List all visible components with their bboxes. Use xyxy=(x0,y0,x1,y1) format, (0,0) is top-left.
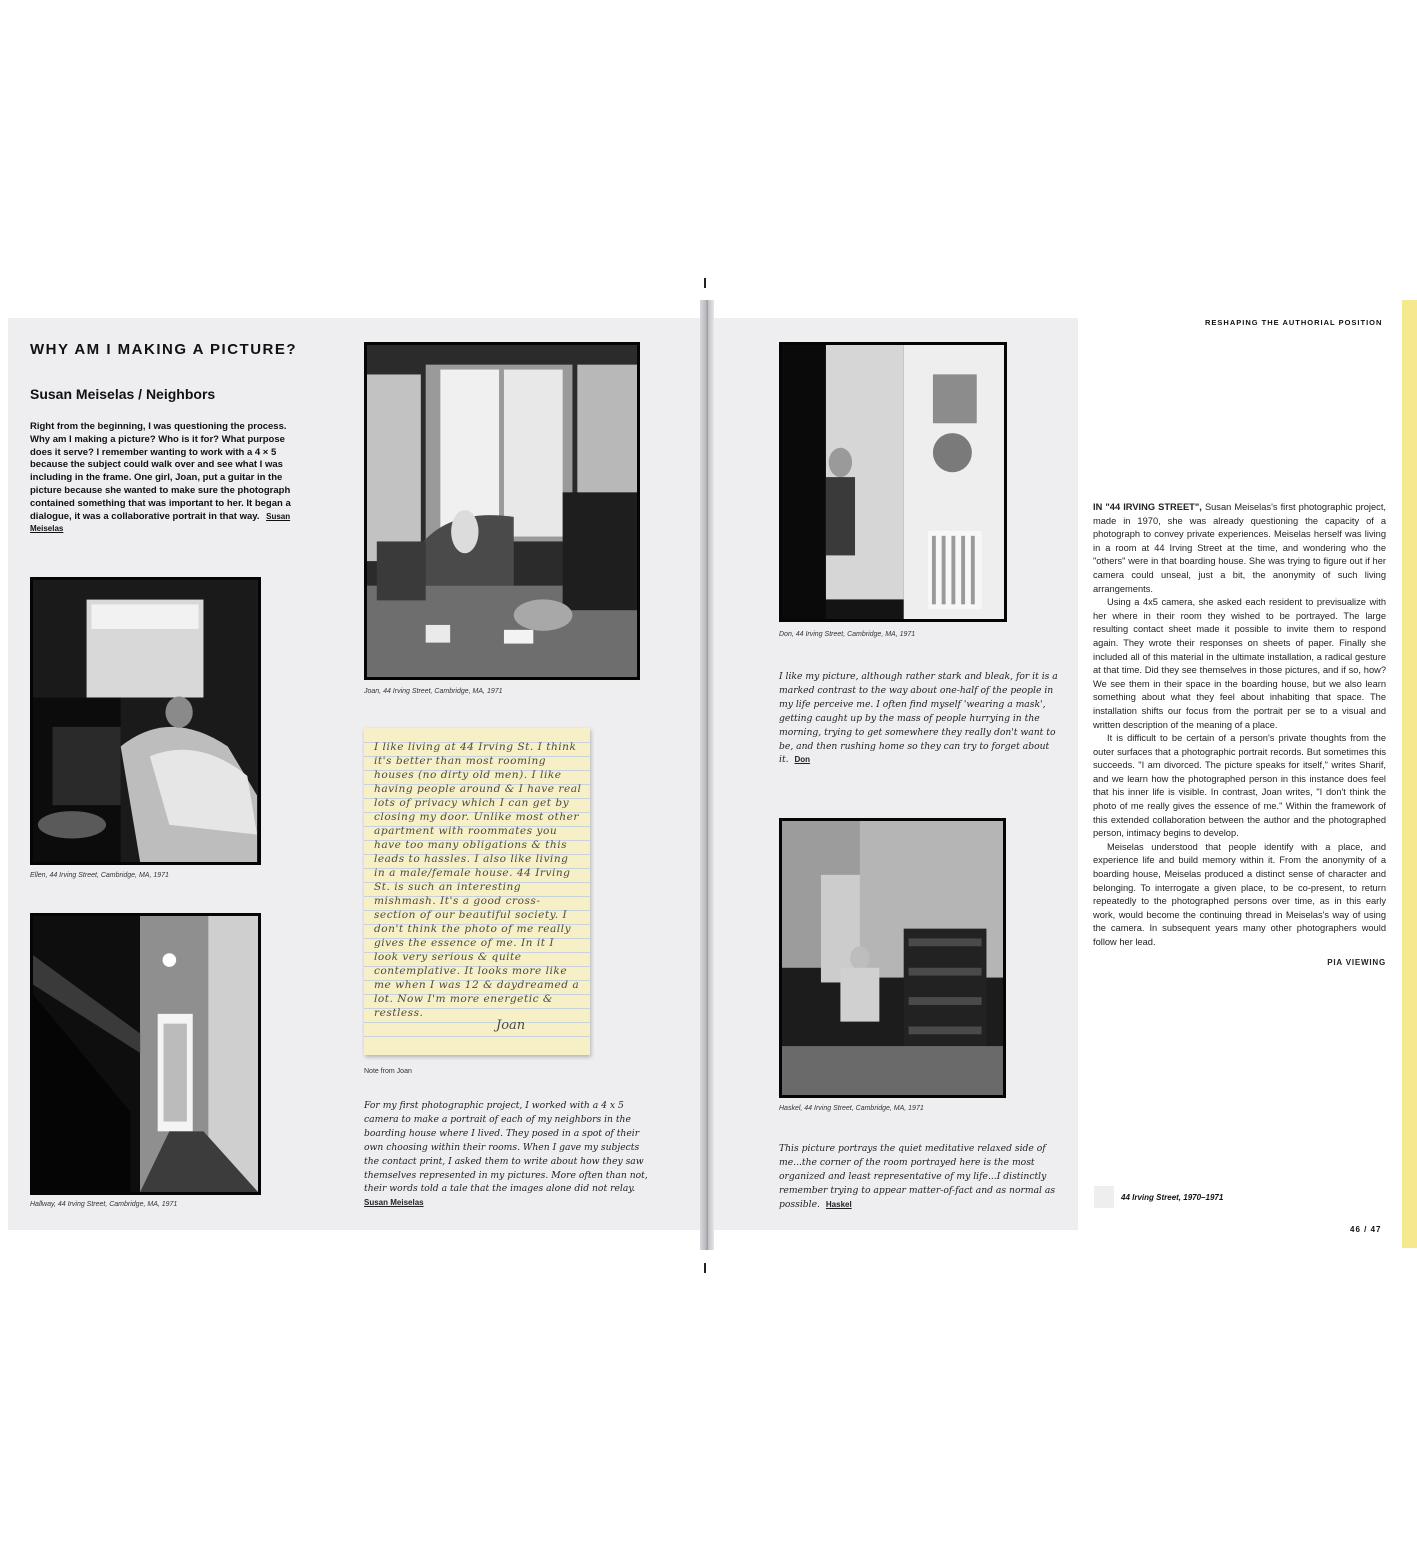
caption-joan: Joan, 44 Irving Street, Cambridge, MA, 1971 xyxy=(364,688,503,695)
photo-ellen xyxy=(30,577,261,865)
haskel-quote-signature: Haskel xyxy=(825,1199,852,1209)
caption-hallway: Hallway, 44 Irving Street, Cambridge, MA, 1971 xyxy=(30,1201,178,1208)
photo-haskel xyxy=(779,818,1006,1098)
book-gutter xyxy=(700,300,714,1250)
caption-don: Don, 44 Irving Street, Cambridge, MA, 1971 xyxy=(779,631,916,638)
essay-paragraph-2: Using a 4x5 camera, she asked each resident to previsualize with her where in their room they wished to be portrayed. The large resulting contact sheet made it possible to invite them to respond again. They wrote their responses on sheets of paper. Finally she included all of this material in the ultimate installation, a radical gesture at that time. Did they see themselves in those pictures, and if so, how? We see them in their space in the boarding house, but we also learn something about what they feel about inhabiting that space. The installation shifts our focus from the portrait per se to a visual and written description of the meaning of a place. xyxy=(1093,597,1386,730)
meiselas-quote-signature: Susan Meiselas xyxy=(364,1198,424,1208)
handwritten-note xyxy=(364,728,590,1055)
intro-text: Right from the beginning, I was questioning the process. Why am I making a picture? Who is it for? What purpose does it serve? I remember wanting to work with a 4 × 5 because the subject could walk over and see what I was including in the frame. One girl, Joan, put a guitar in the picture because she wanted to make sure the photograph contained something that was important to her. It began a dialogue, it was a collaborative portrait in that way. xyxy=(30,421,291,522)
photo-joan xyxy=(364,342,640,680)
page-numbers: 46 / 47 xyxy=(1350,1225,1382,1234)
section-swatch xyxy=(1094,1186,1114,1208)
photo-hallway xyxy=(30,913,261,1195)
essay-paragraph-4: Meiselas understood that people identify with a place, and experience life and build memory within it. From the anonymity of a boarding house, Meiselas produced a distinct sense of character and belonging. To interrogate a given place, to be co-present, to return repeatedly to the photographed persons over time, as in this early work, would become the continuing thread in Meiselas's way of using the camera. In subsequent years many other photographers would follow her lead. xyxy=(1093,841,1386,947)
don-quote-signature: Don xyxy=(794,755,811,765)
page-edge-strip xyxy=(1402,300,1417,1248)
section-label: 44 Irving Street, 1970–1971 xyxy=(1121,1193,1224,1202)
page-heading: WHY AM I MAKING A PICTURE? xyxy=(30,341,298,358)
caption-ellen: Ellen, 44 Irving Street, Cambridge, MA, 1971 xyxy=(30,872,169,879)
meiselas-quote xyxy=(364,1099,648,1210)
caption-haskel: Haskel, 44 Irving Street, Cambridge, MA, 1971 xyxy=(779,1105,924,1112)
intro-paragraph xyxy=(30,421,308,536)
don-quote-text: I like my picture, although rather stark and bleak, for it is a marked contrast to the way about one-half of the people in my life perceive me. I often find myself 'wearing a mask', getting caught up by the mass of people hurrying in the morning, trying to get somewhere they really don't want to be, and then rushing home so they can try to forget about it. xyxy=(779,671,1058,766)
photo-don xyxy=(779,342,1007,622)
essay-author: PIA VIEWING xyxy=(1327,957,1386,967)
meiselas-quote-text: For my first photographic project, I worked with a 4 x 5 camera to make a portrait of each of my neighbors in the boarding house where I lived. They posed in a spot of their own choosing within their rooms. When I gave my subjects the contact print, I asked them to write about how they saw themselves represented in my pictures. More often than not, their words told a tale that the images alone did not relay. xyxy=(364,1100,648,1195)
spine-mark-bottom xyxy=(704,1263,706,1273)
don-quote xyxy=(779,670,1061,767)
essay-lead: IN "44 IRVING STREET", xyxy=(1093,502,1202,512)
essay xyxy=(1093,501,1386,969)
essay-paragraph-1-text: Susan Meiselas's first photographic project, made in 1970, she was already questioning the capacity of a photograph to convey private experiences. Meiselas herself was living in a room at 44 Irving Street at the time, and wondering who the "others" were in that boarding house. She was trying to figure out if her camera could unseal, just a bit, the anonymity of such living arrangements. xyxy=(1093,502,1386,594)
haskel-quote xyxy=(779,1142,1061,1212)
note-signature: Joan xyxy=(496,1018,526,1033)
note-handwriting: I like living at 44 Irving St. I think it's better than most rooming houses (no dirty old men). I like having people around & I have real lots of privacy which I can get by closing my door. Unlike most other apartment with roommates you have too many obligations & this leads to hassles. I also like living in a male/female house. 44 Irving St. is such an interesting mishmash. It's a good cross-section of our beautiful society. I don't think the photo of me really gives the essence of me. In it I look very serious & quite contemplative. It looks more like me when I was 12 & daydreamed a lot. Now I'm more energetic & restless. xyxy=(374,741,582,1019)
spine-mark-top xyxy=(704,278,706,288)
haskel-quote-text: This picture portrays the quiet meditative relaxed side of me...the corner of the room portrayed here is the most organized and least representative of my life...I distinctly remember trying to appear matter-of-fact and as normal as possible. xyxy=(779,1143,1056,1210)
intro-signature: Susan Meiselas xyxy=(30,511,291,534)
section-subheading: Susan Meiselas / Neighbors xyxy=(30,386,216,402)
running-head: RESHAPING THE AUTHORIAL POSITION xyxy=(1205,318,1383,327)
essay-paragraph-3: It is difficult to be certain of a person's private thoughts from the outer surfaces that a photographic portrait records. But sometimes this succeeds. "I am divorced. The picture speaks for itself," writes Sharif, and we learn how the photographed person in this instance does feel that his inner life is visible. In contrast, Joan writes, "I don't think the photo of me really gives the essence of me." Within the framework of this extended collaboration between the author and the photographed person, intimacy begins to develop. xyxy=(1093,733,1386,839)
caption-note: Note from Joan xyxy=(364,1068,412,1075)
essay-paragraph-1 xyxy=(1093,501,1386,596)
